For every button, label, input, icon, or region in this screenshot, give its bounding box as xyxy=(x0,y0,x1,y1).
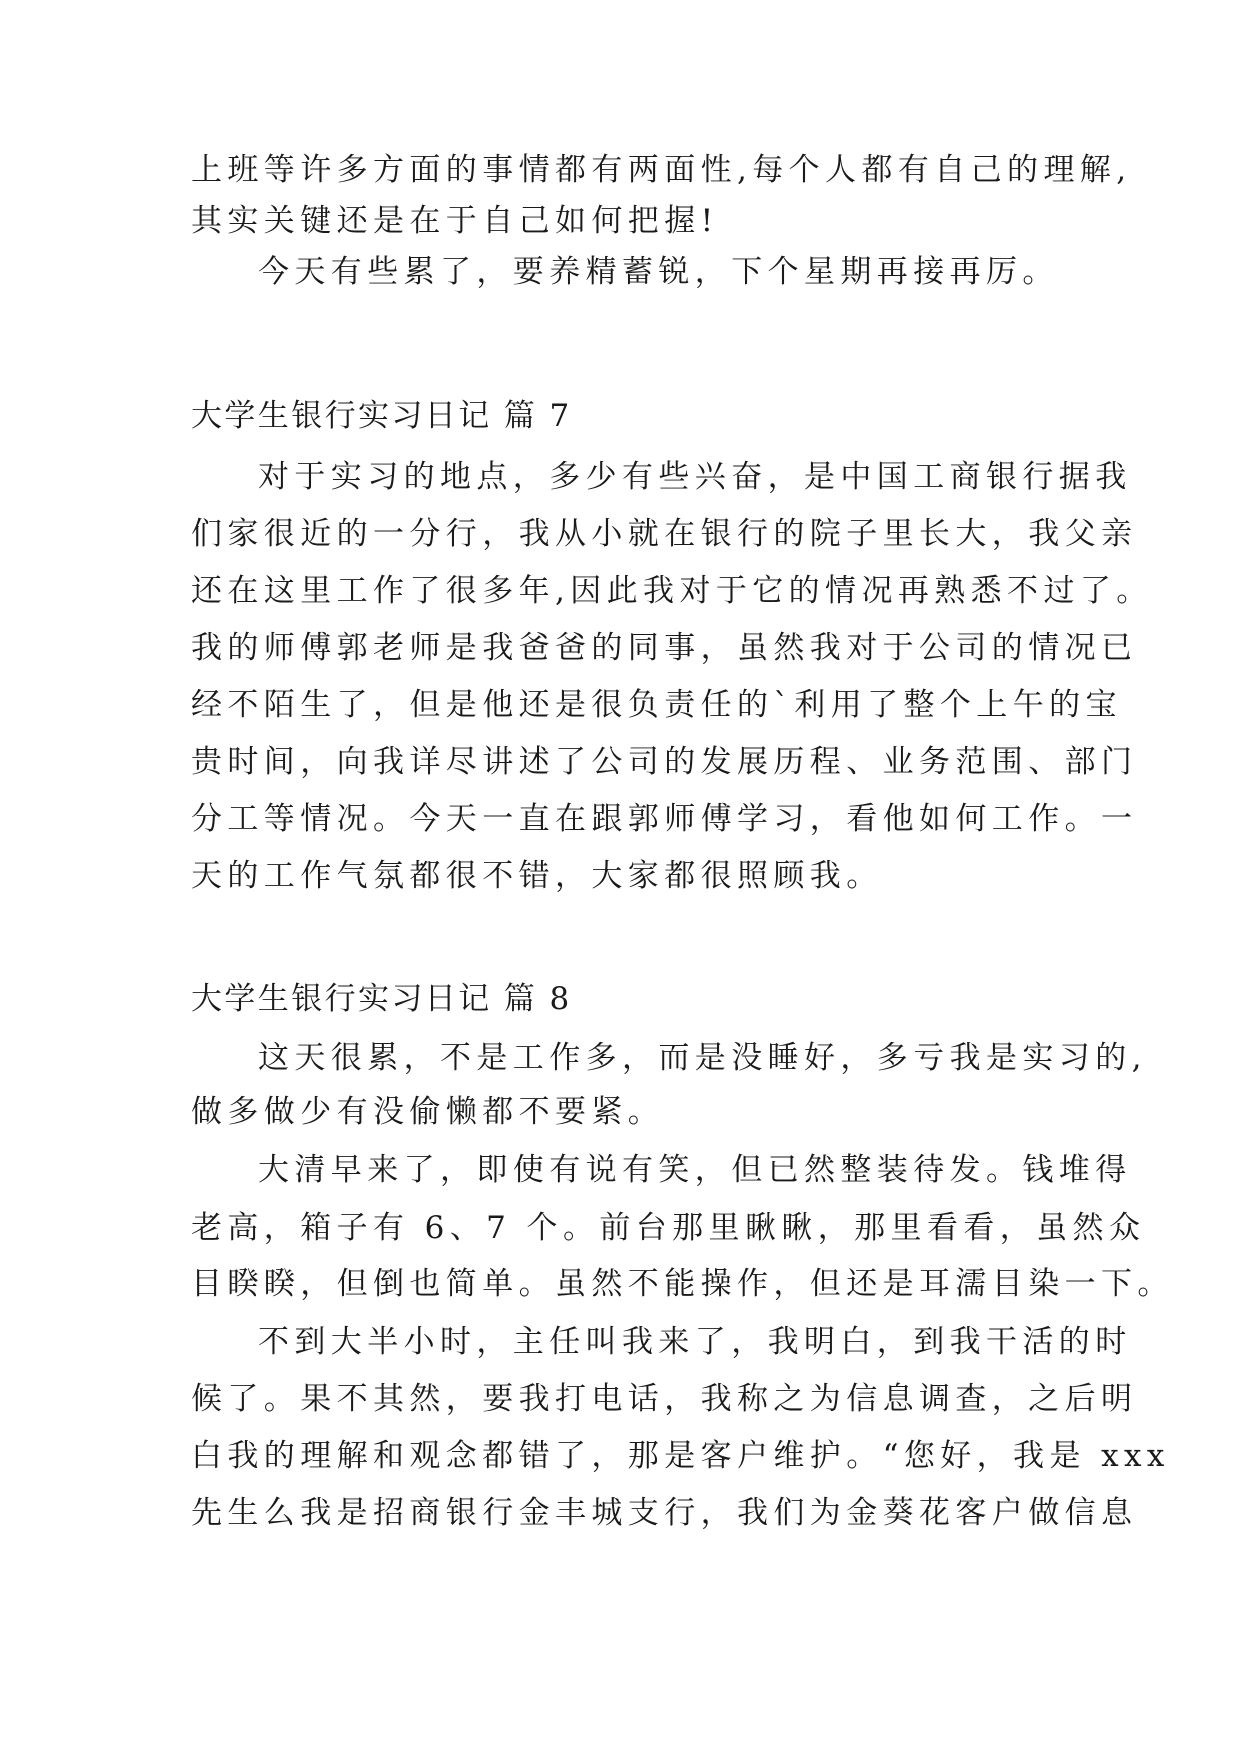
text-line: 白我的理解和观念都错了，那是客户维护。“您好，我是 xxx xyxy=(191,1438,1170,1474)
text-line: 不到大半小时，主任叫我来了，我明白，到我干活的时 xyxy=(258,1324,1132,1360)
text-line: 候了。果不其然，要我打电话，我称之为信息调查，之后明 xyxy=(191,1381,1138,1417)
text-line: 其实关键还是在于自己如何把握! xyxy=(191,203,719,239)
text-line: 大清早来了，即使有说有笑，但已然整装待发。钱堆得 xyxy=(258,1152,1132,1188)
text-line: 我的师傅郭老师是我爸爸的同事，虽然我对于公司的情况已 xyxy=(191,630,1138,666)
text-line: 今天有些累了，要养精蓄锐，下个星期再接再厉。 xyxy=(258,254,1059,290)
text-line: 经不陌生了，但是他还是很负责任的`利用了整个上午的宝 xyxy=(191,687,1122,723)
text-line: 做多做少有没偷懒都不要紧。 xyxy=(191,1094,665,1130)
section-heading: 大学生银行实习日记 篇 7 xyxy=(191,398,572,434)
text-line: 天的工作气氛都很不错，大家都很照顾我。 xyxy=(191,858,883,894)
text-line: 还在这里工作了很多年,因此我对于它的情况再熟悉不过了。 xyxy=(191,573,1153,609)
text-line: 们家很近的一分行，我从小就在银行的院子里长大，我父亲 xyxy=(191,516,1138,552)
text-line: 对于实习的地点，多少有些兴奋，是中国工商银行据我 xyxy=(258,459,1132,495)
section-heading: 大学生银行实习日记 篇 8 xyxy=(191,981,572,1017)
text-line: 先生么我是招商银行金丰城支行，我们为金葵花客户做信息 xyxy=(191,1495,1138,1531)
text-line: 目睽睽，但倒也简单。虽然不能操作，但还是耳濡目染一下。 xyxy=(191,1266,1174,1302)
text-line: 老高，箱子有 6、7 个。前台那里瞅瞅，那里看看，虽然众 xyxy=(191,1210,1146,1246)
text-line: 分工等情况。今天一直在跟郭师傅学习，看他如何工作。一 xyxy=(191,801,1138,837)
text-line: 上班等许多方面的事情都有两面性,每个人都有自己的理解, xyxy=(191,152,1132,188)
text-line: 贵时间，向我详尽讲述了公司的发展历程、业务范围、部门 xyxy=(191,744,1138,780)
text-line: 这天很累，不是工作多，而是没睡好，多亏我是实习的, xyxy=(258,1040,1147,1076)
